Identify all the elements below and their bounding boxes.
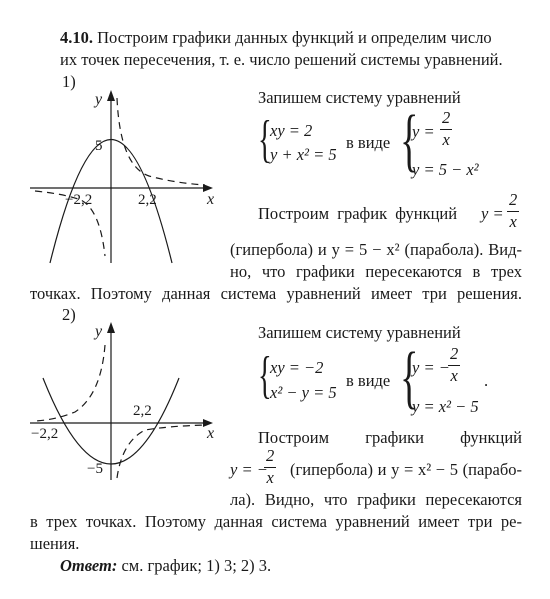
part2-hyp-lhs: y = − [412, 358, 450, 377]
part1-par: y = 5 − x² [412, 160, 479, 179]
part2-par: y = x² − 5 [412, 397, 479, 416]
part1-hyp-den: x [442, 129, 450, 149]
part2-y-arrow [107, 322, 115, 333]
part1-form-brace: { [400, 102, 419, 179]
part1-label-pos22: 2,2 [138, 192, 157, 208]
part1-build-num: 2 [507, 192, 519, 212]
part2-in-form: в виде [346, 371, 391, 390]
part2-text-b: ла). Видно, что графики пересекаются [230, 490, 522, 509]
part2-build-lhs: y = − [230, 460, 268, 479]
part1-graph [25, 88, 225, 268]
part1-eq2: y + x² = 5 [270, 145, 337, 164]
part1-eq1: xy = 2 [270, 121, 313, 140]
part2-text-d: шения. [30, 534, 80, 553]
part2-hyperbola-right [117, 425, 205, 478]
part2-build-num: 2 [264, 448, 276, 468]
answer-line [60, 556, 271, 576]
part2-hyp-num: 2 [448, 346, 460, 366]
part1-build-den: x [509, 211, 517, 231]
problem-header-line2: их точек пересечения, т. е. число решений системы уравнений. [60, 50, 503, 69]
part1-label: 1) [62, 72, 76, 91]
part1-hyp-fraction [440, 110, 452, 148]
part2-hyp-den: x [450, 365, 458, 385]
part2-hyp-fraction [448, 346, 460, 384]
part2-text-a: (гипербола) и y = x² − 5 (парабо- [290, 460, 522, 479]
part1-text-c: точках. Поэтому данная система уравнений имеет три решения. [30, 284, 522, 303]
part2-text-c: в трех точках. Поэтому данная система уравнений имеет три ре- [30, 512, 522, 531]
part2-hyp-dot: . [484, 371, 489, 390]
part2-build-text: Построим графики функций [258, 428, 522, 447]
part2-build-den: x [266, 467, 274, 487]
part2-eq1: xy = −2 [270, 358, 324, 377]
problem-header-line1 [60, 28, 492, 48]
part1-build-graph: Построим график функций [258, 204, 458, 223]
part2-label-pos22: 2,2 [133, 403, 152, 419]
part1-y-arrow [107, 90, 115, 101]
part2-label-neg22: −2,2 [31, 426, 59, 442]
part2-x-label: x [207, 425, 215, 442]
part1-text-a: (гипербола) и y = 5 − x² (парабола). Вид- [230, 240, 522, 259]
part1-build-lhs: y = [481, 204, 504, 223]
part2-eq2: x² − y = 5 [270, 383, 337, 402]
part1-y-label: y [95, 91, 103, 108]
part1-text-b: но, что графики пересекаются в трех [230, 262, 522, 281]
part2-y-label: y [95, 323, 103, 340]
part1-label-5: 5 [95, 138, 103, 154]
part2-build-fraction [264, 448, 276, 486]
part2-graph [25, 320, 225, 485]
part1-in-form: в виде [346, 133, 391, 152]
problem-number: 4.10. [60, 28, 93, 47]
part1-hyp-num: 2 [440, 110, 452, 130]
part2-label: 2) [62, 305, 76, 324]
part2-system-brace: { [258, 347, 272, 404]
problem-text-1: Построим графики данных функций и определим число [97, 28, 492, 47]
part1-x-label: x [207, 191, 215, 208]
part1-hyperbola-right [117, 98, 205, 185]
answer-label: Ответ: [60, 556, 118, 575]
part2-label-minus5: −5 [87, 461, 103, 477]
answer-text: см. график; 1) 3; 2) 3. [121, 556, 272, 575]
part1-label-neg22: −2,2 [65, 192, 93, 208]
part2-write-system: Запишем систему уравнений [258, 323, 461, 342]
part1-hyp-lhs: y = [412, 122, 435, 141]
part1-system-brace: { [258, 111, 272, 168]
part1-build-fraction [507, 192, 519, 230]
part2-form-brace: { [400, 339, 419, 416]
part1-write-system: Запишем систему уравнений [258, 88, 461, 107]
